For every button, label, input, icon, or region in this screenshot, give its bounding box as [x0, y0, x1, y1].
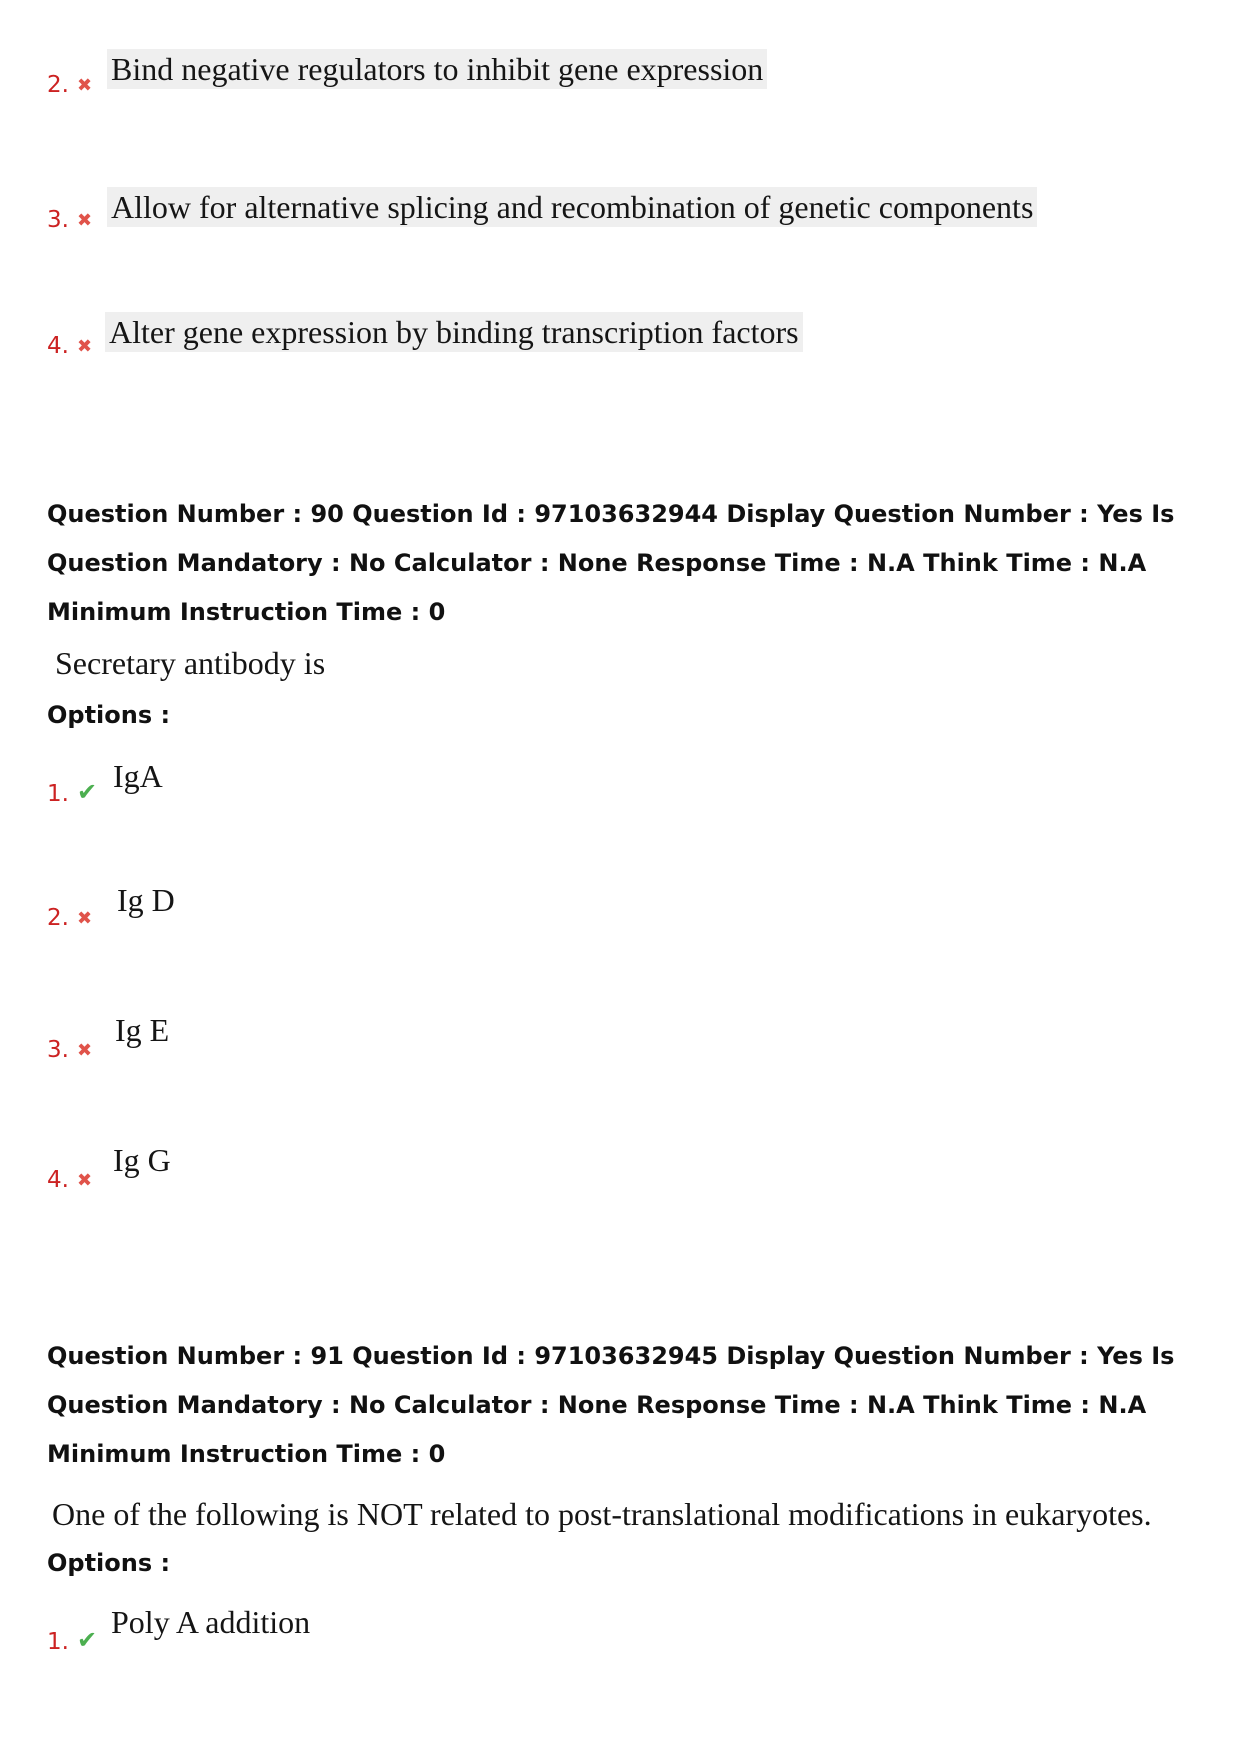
question-stem: One of the following is NOT related to post-translational modifications in eukaryotes. [52, 1496, 1152, 1532]
option-number: 4. [47, 1167, 69, 1193]
option-text: Ig G [113, 1142, 171, 1178]
options-label: Options : [47, 1549, 171, 1577]
cross-icon: ✖ [77, 1040, 93, 1061]
option-text: IgA [113, 758, 163, 794]
question-meta: Question Number : 90 Question Id : 97103632944 Display Question Number : Yes Is Question Mandatory : No Calculator : None Response Time : N.A Think Time : N.A Minimum Instruction Time : 0 [47, 500, 1175, 626]
option-number: 3. [47, 1037, 69, 1063]
check-icon: ✔ [77, 778, 98, 806]
cross-icon: ✖ [77, 210, 93, 231]
cross-icon: ✖ [77, 1170, 93, 1191]
option-text: Ig D [117, 882, 175, 918]
cross-icon: ✖ [77, 336, 93, 357]
cross-icon: ✖ [77, 75, 93, 96]
option-number: 2. [47, 72, 69, 98]
option-text: Bind negative regulators to inhibit gene expression [107, 49, 767, 89]
option-text: Alter gene expression by binding transcription factors [105, 312, 803, 352]
check-icon: ✔ [77, 1626, 98, 1654]
option-number: 1. [47, 781, 69, 807]
option-text: Ig E [115, 1012, 170, 1048]
question-stem: Secretary antibody is [55, 645, 326, 681]
option-text: Allow for alternative splicing and recombination of genetic components [107, 187, 1037, 227]
options-label: Options : [47, 701, 171, 729]
option-number: 2. [47, 905, 69, 931]
option-number: 4. [47, 333, 69, 359]
option-text: Poly A addition [111, 1604, 311, 1640]
option-number: 1. [47, 1629, 69, 1655]
cross-icon: ✖ [77, 908, 93, 929]
question-meta: Question Number : 91 Question Id : 97103632945 Display Question Number : Yes Is Question Mandatory : No Calculator : None Response Time : N.A Think Time : N.A Minimum Instruction Time : 0 [47, 1342, 1175, 1468]
option-number: 3. [47, 207, 69, 233]
